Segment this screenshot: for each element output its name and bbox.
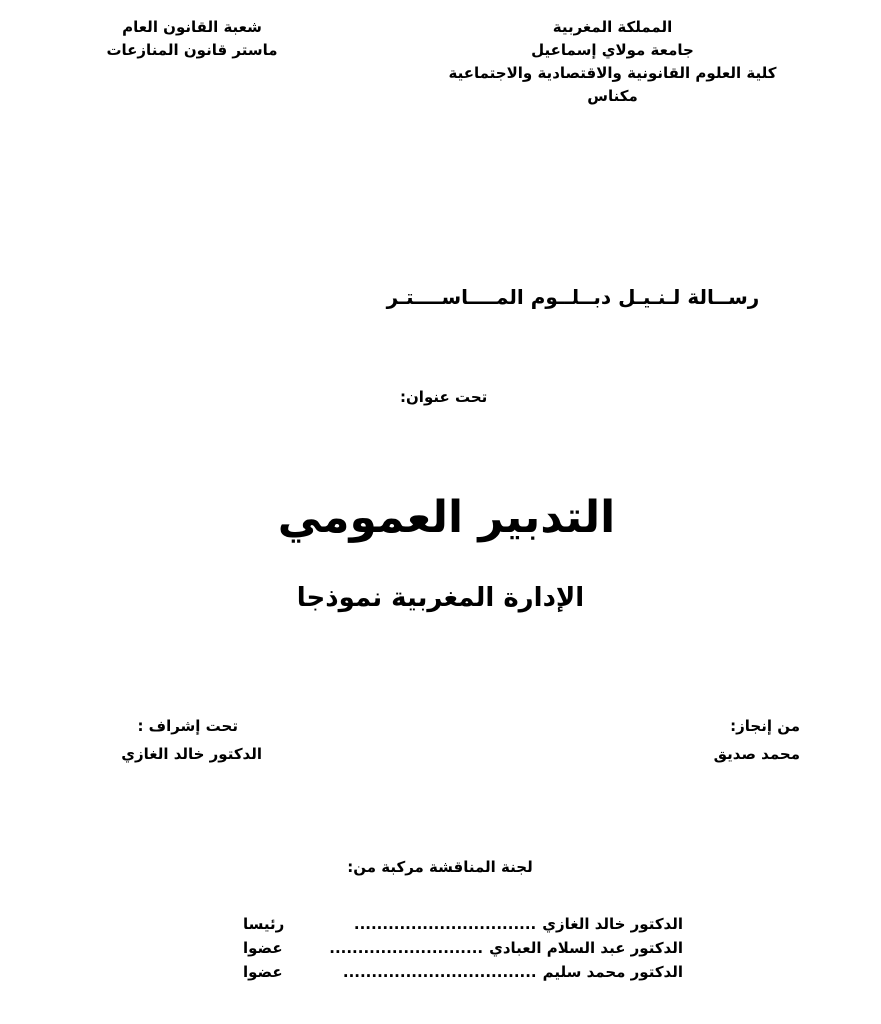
- author-name: محمد صديق: [713, 745, 800, 763]
- thesis-type: [0, 285, 881, 309]
- supervisor-label: تحت إشراف :: [137, 717, 238, 735]
- committee-member-row: [243, 960, 683, 984]
- committee-member-name: الدكتور محمد سليم: [542, 963, 683, 981]
- thesis-subtitle-text: الإدارة المغربية نموذجا: [296, 583, 585, 613]
- dotted-leader: ...........................: [329, 939, 484, 957]
- thesis-type-text: رســالة لـنـيـل دبــلــوم المــــاســــتـر: [386, 285, 760, 309]
- dotted-leader: ..................................: [342, 963, 537, 981]
- committee-member-row: [243, 936, 683, 960]
- committee-member-role: عضوا: [243, 939, 283, 957]
- thesis-subtitle: [0, 578, 881, 618]
- institution-faculty: كلية العلوم القانونية والاقتصادية والاجتماعية: [448, 64, 777, 82]
- committee-list: [243, 912, 683, 984]
- institution-city: مكناس: [587, 87, 638, 105]
- committee-member: [329, 936, 683, 960]
- under-title-text: تحت عنوان:: [400, 388, 488, 406]
- institution-header: [430, 16, 795, 108]
- department-branch: شعبة القانون العام: [122, 18, 262, 36]
- committee-member: [343, 960, 683, 984]
- committee-member: [354, 912, 683, 936]
- author-label: من إنجاز:: [730, 717, 800, 735]
- committee-member-name: الدكتور عبد السلام العبادي: [489, 939, 683, 957]
- supervisor-block: [82, 712, 262, 768]
- supervisor-name: الدكتور خالد الغازي: [121, 745, 262, 763]
- committee-member-row: [243, 912, 683, 936]
- department-master: ماستر قانون المنازعات: [106, 41, 278, 59]
- institution-country: المملكة المغربية: [552, 18, 673, 36]
- institution-university: جامعة مولاي إسماعيل: [531, 41, 694, 59]
- committee-member-role: عضوا: [243, 963, 283, 981]
- committee-title: لجنة المناقشة مركبة من:: [347, 858, 533, 876]
- author-block: [690, 712, 800, 768]
- committee-member-name: الدكتور خالد الغازي: [542, 915, 683, 933]
- thesis-title: [0, 488, 881, 548]
- department-header: [92, 16, 292, 62]
- dotted-leader: ................................: [353, 915, 537, 933]
- committee-member-role: رئيسا: [243, 915, 285, 933]
- thesis-title-text: التدبير العمومي: [277, 492, 616, 543]
